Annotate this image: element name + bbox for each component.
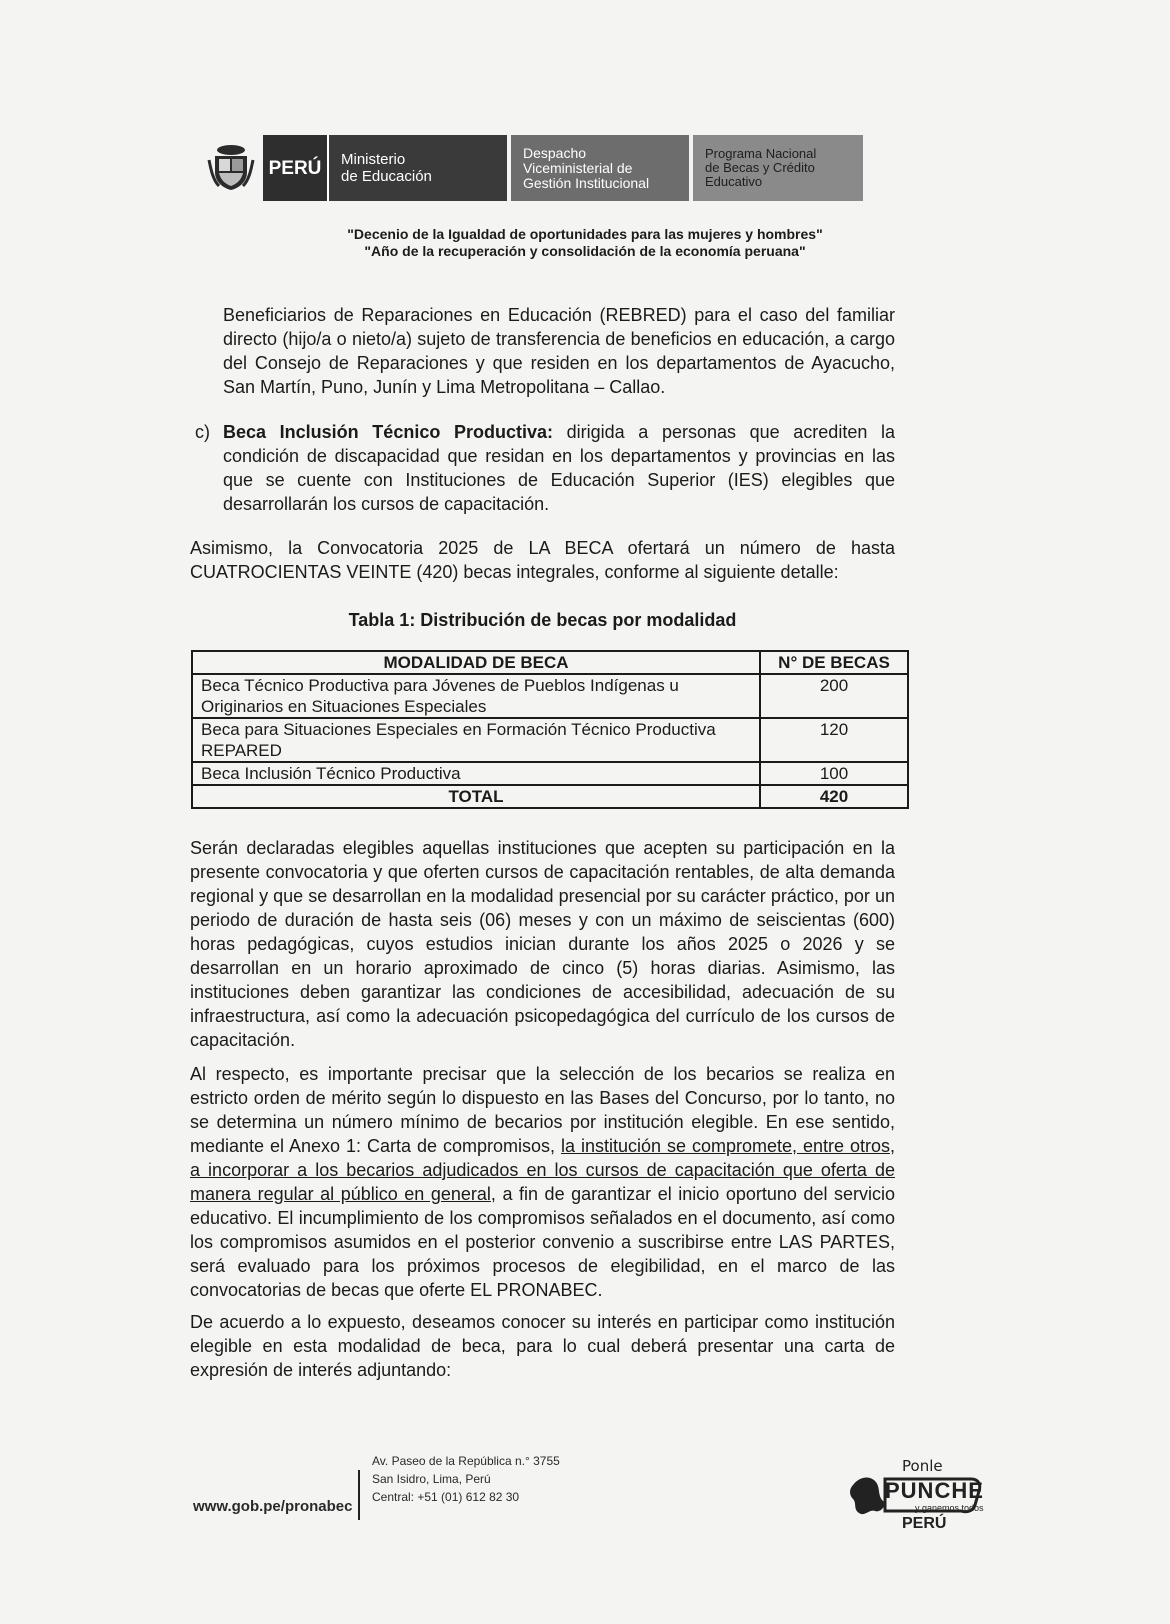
table-caption: Tabla 1: Distribución de becas por modalidad [348,610,737,630]
program-label [693,135,863,201]
country-label: PERÚ [263,135,329,201]
column-header-modalidad: MODALIDAD DE BECA [192,651,760,674]
table-header-row [192,651,908,674]
coat-of-arms-icon [205,142,257,194]
intro-paragraph [223,303,895,399]
logo-word-ponle: Ponle [902,1457,943,1475]
becas-cell: 200 [760,674,908,718]
table-total-row [192,785,908,808]
item-c-paragraph [223,420,895,516]
logo-tagline: y ganemos todos [915,1503,984,1513]
respecto-text: , a fin de garantizar el inicio oportuno del servicio educativo. El incumplimiento de los compromisos señalados en el documento, así como los compromisos asumidos en el posterior convenio a suscribirse entre LAS PARTES, será evaluado para los próximos procesos de elegibilidad, en el marco de las convocatorias de becas que oferte EL PRONABEC. [190,1184,896,1300]
becas-cell: 120 [760,718,908,762]
total-label: TOTAL [192,785,760,808]
office-line: Viceministerial de [523,159,633,176]
modalidad-cell: Beca Inclusión Técnico Productiva [192,762,760,785]
modalidad-cell: Beca Técnico Productiva para Jóvenes de Pueblos Indígenas u Originarios en Situaciones Especiales [192,674,760,718]
item-c-title: Beca Inclusión Técnico Productiva: [223,422,553,442]
program-line: Educativo [705,174,763,189]
ministry-line: Ministerio [341,151,406,168]
elegibles-paragraph: Serán declaradas elegibles aquellas instituciones que acepten su participación en la presente convocatoria y que oferten cursos de capacitación rentables, de alta demanda regional y que se desarrollan en la modalidad presencial por su carácter práctico, por un periodo de duración de hasta seis (06) meses y con un máximo de seiscientas (600) horas pedagógicas, cuyos estudios inician durante los años 2025 o 2026 y se desarrollan en un horario aproximado de cinco (5) horas diarias. Asimismo, las instituciones deben garantizar las condiciones de accesibilidad, adecuación de su infraestructura, así como la adecuación psicopedagógica del currículo de los cursos de capacitación. [190,838,895,1050]
intro-line: Beneficiarios de Reparaciones en Educación (REBRED) para el caso del familiar [223,305,895,325]
footer-address [372,1452,560,1506]
logo-word-peru: PERÚ [902,1515,947,1532]
table-row [192,674,908,718]
total-value: 420 [760,785,908,808]
address-line: San Isidro, Lima, Perú [372,1472,491,1486]
table-row [192,762,908,785]
logo-word-punche: PUNCHE [885,1478,984,1503]
office-label [511,135,689,201]
column-header-becas: N° DE BECAS [760,651,908,674]
intro-line: del Consejo de Reparaciones y que residen en los departamentos de Ayacucho, [223,353,895,373]
ministry-label [329,135,507,201]
website-link[interactable]: www.gob.pe/pronabec [193,1498,353,1515]
list-marker: c) [195,422,210,442]
ministry-line: de Educación [341,168,432,185]
address-line: Central: +51 (01) 612 82 30 [372,1490,520,1504]
respecto-underlined-text: la institución se compromete, entre otros, a incorporar a los becarios adjudicados en los cursos de capacitación que oferta de manera regular al público en general [190,1136,895,1204]
respecto-text: Al respecto, es importante precisar que la selección de los becarios se realiza en estricto orden de mérito según lo dispuesto en las Bases del Concurso, por lo tanto, no se determina un número mínimo de becarios por institución elegible. En ese sentido, mediante el Anexo 1: Carta de compromisos, [190,1064,895,1156]
intro-line: directo (hijo/a o nieto/a) sujeto de transferencia de beneficios en educación, a cargo [223,329,895,349]
acuerdo-paragraph: De acuerdo a lo expuesto, deseamos conocer su interés en participar como institución elegible en esta modalidad de beca, para lo cual deberá presentar una carta de expresión de interés adjuntando: [190,1312,895,1380]
item-c-text: dirigida a personas que acrediten la condición de discapacidad que residan en los departamentos y provincias en las que se cuente con Instituciones de Educación Superior (IES) elegibles que desarrollarán los cursos de capacitación. [223,422,895,514]
year-line: "Año de la recuperación y consolidación de la economía peruana" [364,243,806,259]
intro-line: San Martín, Puno, Junín y Lima Metropolitana – Callao. [223,377,666,397]
footer-divider [358,1470,360,1520]
modalidad-cell: Beca para Situaciones Especiales en Formación Técnico Productiva REPARED [192,718,760,762]
office-line: Gestión Institucional [523,174,650,191]
becas-cell: 100 [760,762,908,785]
program-line: Programa Nacional [705,146,817,161]
institutional-header [205,135,863,201]
respecto-paragraph [190,1062,895,1302]
address-line: Av. Paseo de la República n.° 3755 [372,1454,560,1468]
decenio-line: "Decenio de la Igualdad de oportunidades para las mujeres y hombres" [347,226,823,242]
office-line: Despacho [523,144,587,161]
program-line: de Becas y Crédito [705,160,815,175]
asimismo-paragraph: Asimismo, la Convocatoria 2025 de LA BECA ofertará un número de hasta CUATROCIENTAS VEINTE (420) becas integrales, conforme al siguiente detalle: [190,538,895,582]
becas-table [191,650,909,809]
table-row [192,718,908,762]
